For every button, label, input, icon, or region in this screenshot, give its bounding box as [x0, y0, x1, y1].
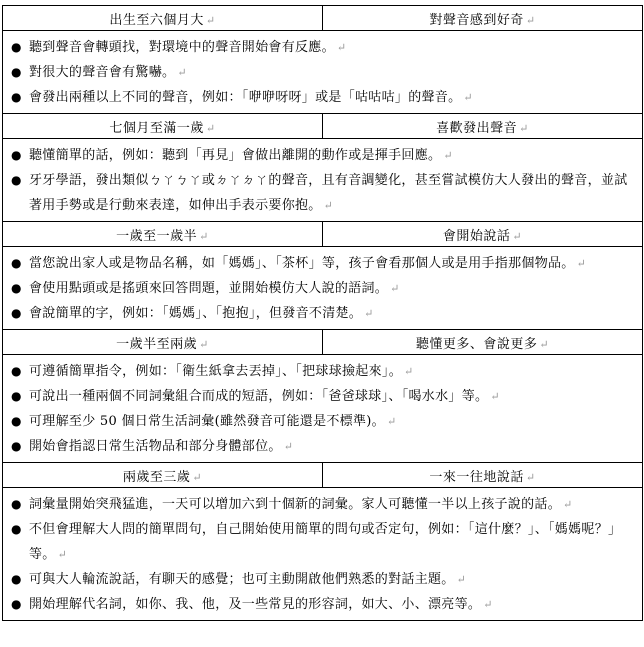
milestone-item [11, 85, 636, 110]
stage-title-cell [323, 330, 643, 355]
section-body-row [3, 31, 643, 114]
milestone-list [3, 355, 643, 463]
milestone-item [11, 492, 636, 517]
milestone-list [3, 488, 643, 621]
bullet-icon: ● [11, 414, 22, 428]
return-mark-icon: ↵ [323, 199, 334, 212]
return-mark-icon: ↵ [199, 229, 209, 243]
milestone-text-content: 對很大的聲音會有驚嚇。 [29, 65, 176, 80]
bullet-icon: ● [11, 40, 22, 54]
milestone-text-content: 開始理解代名詞，如你、我、他，及一些常見的形容詞，如大、小、漂亮等。 [29, 597, 482, 612]
age-range-cell [3, 114, 323, 139]
milestone-text-content: 開始會指認日常生活物品和部分身體部位。 [29, 439, 282, 454]
milestone-text [29, 85, 636, 110]
bullet-icon: ● [11, 364, 22, 378]
return-mark-icon: ↵ [525, 13, 536, 27]
section-header-row [3, 330, 643, 355]
section-body-row [3, 488, 643, 621]
return-mark-icon: ↵ [386, 415, 397, 428]
milestone-item [11, 251, 636, 276]
bullet-icon: ● [11, 306, 22, 320]
stage-title-cell [323, 114, 643, 139]
bullet-icon: ● [11, 173, 22, 187]
milestone-text [29, 434, 636, 459]
milestone-text-content: 可與大人輪流說話，有聊天的感覺；也可主動開啟他們熟悉的對話主題。 [29, 572, 455, 587]
milestone-item [11, 409, 636, 434]
milestone-text-content: 可理解至少 50 個日常生活詞彙(雖然發音可能還是不標準)。 [29, 414, 385, 429]
return-mark-icon: ↵ [177, 66, 187, 79]
bullet-icon: ● [11, 522, 22, 536]
return-mark-icon: ↵ [576, 257, 587, 270]
return-mark-icon: ↵ [483, 598, 493, 611]
milestone-text [29, 301, 636, 326]
bullet-icon: ● [11, 281, 22, 295]
section-body-row [3, 139, 643, 222]
bullet-icon: ● [11, 439, 22, 453]
milestone-text [29, 359, 636, 384]
milestone-item [11, 592, 636, 617]
age-range-cell [3, 330, 323, 355]
milestone-item [11, 301, 636, 326]
return-mark-icon: ↵ [205, 121, 216, 135]
milestone-item [11, 567, 636, 592]
development-table [2, 5, 642, 621]
age-range-label: 一歲半至兩歲 [116, 336, 198, 352]
bullet-icon: ● [11, 90, 22, 104]
milestone-list [3, 247, 643, 330]
milestone-text-content: 會使用點頭或是搖頭來回答問題，並開始模仿大人說的語詞。 [29, 281, 389, 296]
bullet-icon: ● [11, 597, 22, 611]
milestone-text [29, 567, 636, 592]
age-range-label: 出生至六個月大 [109, 12, 204, 28]
milestone-item [11, 35, 636, 60]
age-range-cell [3, 6, 323, 31]
return-mark-icon: ↵ [364, 307, 374, 320]
return-mark-icon: ↵ [336, 41, 347, 54]
return-mark-icon: ↵ [283, 440, 294, 453]
return-mark-icon: ↵ [390, 282, 400, 295]
milestone-text-content: 可遵循簡單指令，例如：「衛生紙拿去丟掉」、「把球球撿起來」。 [29, 364, 403, 379]
milestone-text [29, 384, 636, 409]
return-mark-icon: ↵ [563, 498, 573, 511]
milestone-item [11, 384, 636, 409]
section-body-row [3, 355, 643, 463]
age-range-cell [3, 222, 323, 247]
return-mark-icon: ↵ [456, 573, 467, 586]
return-mark-icon: ↵ [404, 365, 414, 378]
milestone-text-content: 牙牙學語，發出類似ㄅㄚㄅㄚ或ㄉㄚㄉㄚ的聲音，且有音調變化，甚至嘗試模仿大人發出的聲音，並試著用手勢或是行動來表達，如伸出手表示要你抱。 [29, 173, 628, 213]
bullet-icon: ● [11, 65, 22, 79]
stage-title-label: 喜歡發出聲音 [436, 120, 518, 136]
return-mark-icon: ↵ [463, 91, 473, 104]
section-header-row [3, 222, 643, 247]
milestone-item [11, 359, 636, 384]
section-header-row [3, 114, 643, 139]
return-mark-icon: ↵ [192, 470, 203, 484]
bullet-icon: ● [11, 256, 22, 270]
milestone-text-content: 詞彙量開始突飛猛進，一天可以增加六到十個新的詞彙。家人可聽懂一半以上孩子說的話。 [29, 497, 562, 512]
milestone-item [11, 143, 636, 168]
milestone-text-content: 聽懂簡單的話，例如：聽到「再見」會做出離開的動作或是揮手回應。 [29, 148, 442, 163]
return-mark-icon: ↵ [525, 470, 536, 484]
stage-title-cell [323, 6, 643, 31]
milestone-text [29, 276, 636, 301]
age-range-label: 一歲至一歲半 [116, 228, 198, 244]
milestone-text-content: 不但會理解大人問的簡單問句，自己開始使用簡單的問句或否定句，例如：「這什麼？」、「媽媽呢？」等。 [29, 522, 622, 562]
milestone-item [11, 517, 636, 567]
return-mark-icon: ↵ [443, 149, 453, 162]
milestone-text [29, 168, 636, 218]
stage-title-cell [323, 222, 643, 247]
milestone-item [11, 168, 636, 218]
milestone-text-content: 當您說出家人或是物品名稱，如「媽媽」、「茶杯」等，孩子會看那個人或是用手指那個物品。 [29, 256, 575, 271]
age-range-label: 兩歲至三歲 [122, 469, 191, 485]
milestone-item [11, 434, 636, 459]
language-milestones-table [2, 5, 643, 621]
section-header-row [3, 6, 643, 31]
stage-title-label: 一來一往地說話 [429, 469, 524, 485]
stage-title-label: 對聲音感到好奇 [429, 12, 524, 28]
section-header-row [3, 463, 643, 488]
milestone-text [29, 517, 636, 567]
milestone-text-content: 可說出一種兩個不同詞彙組合而成的短語，例如：「爸爸球球」、「喝水水」等。 [29, 389, 489, 404]
milestone-text [29, 143, 636, 168]
milestone-text-content: 聽到聲音會轉頭找，對環境中的聲音開始會有反應。 [29, 40, 335, 55]
milestone-text [29, 251, 636, 276]
return-mark-icon: ↵ [490, 390, 500, 403]
return-mark-icon: ↵ [57, 548, 68, 561]
section-body-row [3, 247, 643, 330]
milestone-item [11, 60, 636, 85]
milestone-text [29, 409, 636, 434]
return-mark-icon: ↵ [519, 121, 529, 135]
milestone-list [3, 31, 643, 114]
milestone-text [29, 492, 636, 517]
milestone-text-content: 會發出兩種以上不同的聲音，例如：「咿咿呀呀」或是「咕咕咕」的聲音。 [29, 90, 462, 105]
milestone-text [29, 592, 636, 617]
stage-title-label: 會開始說話 [442, 228, 511, 244]
stage-title-cell [323, 463, 643, 488]
milestone-text-content: 會說簡單的字，例如：「媽媽」、「抱抱」，但發音不清楚。 [29, 306, 363, 321]
return-mark-icon: ↵ [205, 13, 216, 27]
stage-title-label: 聽懂更多、會說更多 [415, 336, 538, 352]
return-mark-icon: ↵ [539, 337, 550, 351]
milestone-list [3, 139, 643, 222]
return-mark-icon: ↵ [199, 337, 209, 351]
bullet-icon: ● [11, 572, 22, 586]
milestone-text [29, 35, 636, 60]
milestone-item [11, 276, 636, 301]
bullet-icon: ● [11, 389, 22, 403]
milestone-text [29, 60, 636, 85]
return-mark-icon: ↵ [512, 229, 523, 243]
bullet-icon: ● [11, 497, 22, 511]
age-range-cell [3, 463, 323, 488]
bullet-icon: ● [11, 148, 22, 162]
age-range-label: 七個月至滿一歲 [109, 120, 204, 136]
